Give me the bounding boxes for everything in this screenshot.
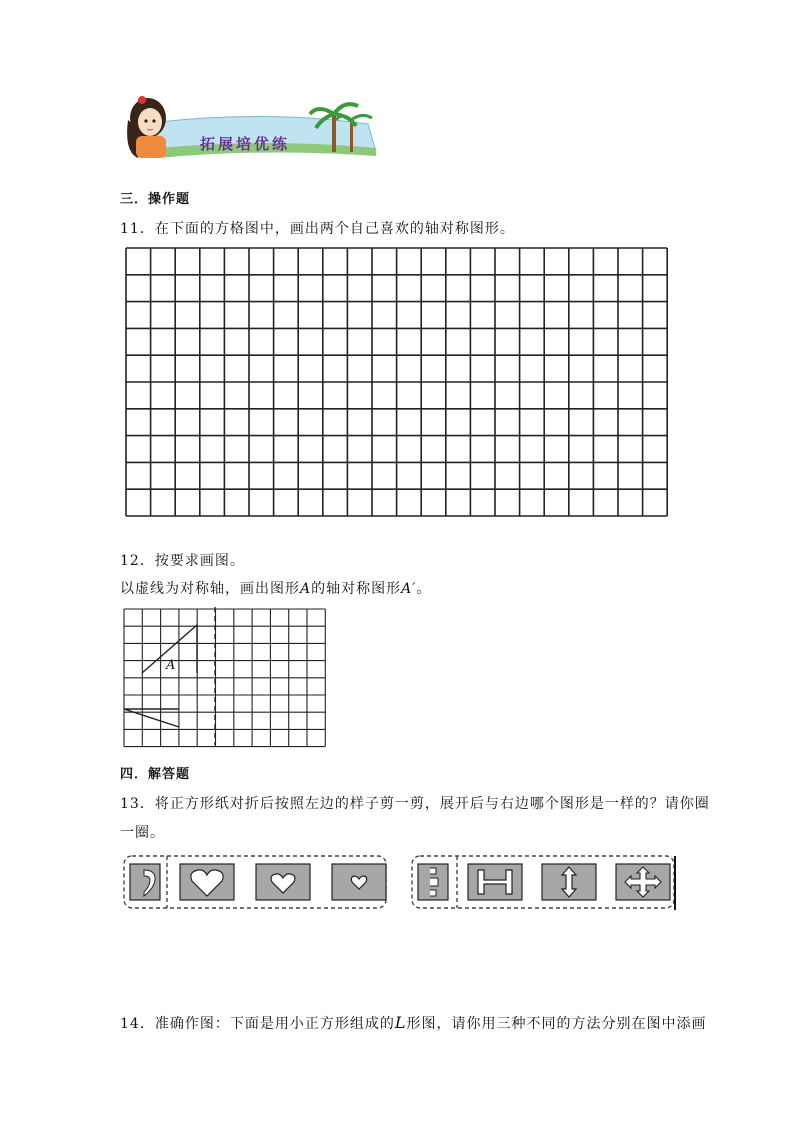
square-grid-large: [124, 246, 672, 524]
question-12-title: 12．按要求画图。: [120, 553, 245, 569]
instruction-text: 形图，请你用三种不同的方法分别在图中添画: [406, 1016, 707, 1032]
section-heading: 三．操作题: [120, 192, 191, 207]
option-large-heart: [180, 864, 234, 900]
folded-notch-cut: [418, 864, 448, 900]
instruction-text: 14．准确作图：下面是用小正方形组成的: [120, 1016, 395, 1032]
option-small-heart: [332, 864, 386, 900]
banner-title: 拓展培优练: [200, 135, 291, 153]
instruction-text: 以虚线为对称轴，画出图形: [120, 581, 300, 597]
variable-a-prime: A′: [401, 581, 417, 597]
option-medium-heart: [256, 864, 310, 900]
variable-l: L: [394, 1013, 407, 1032]
paper-cutting-options: [122, 854, 678, 916]
section-heading: 四．解答题: [120, 767, 191, 782]
question-13-line1: 13．将正方形纸对折后按照左边的样子剪一剪，展开后与右边哪个图形是一样的？请你圈: [120, 796, 710, 812]
instruction-text: 。: [416, 581, 432, 597]
question-12-instruction: [120, 579, 431, 599]
symmetry-grid: [122, 607, 328, 753]
folded-heart-cut: [130, 864, 160, 900]
question-13-line2: 一圈。: [120, 825, 165, 841]
instruction-text: 的轴对称图形: [311, 581, 402, 597]
variable-a: A: [300, 581, 312, 597]
question-14-text: [120, 1013, 706, 1034]
option-h-shape: [468, 864, 522, 900]
question-11-text: 11．在下面的方格图中，画出两个自己喜欢的轴对称图形。: [120, 221, 515, 237]
figure-a-label: A: [166, 658, 176, 673]
option-cross-arrows: [616, 864, 670, 900]
option-double-arrow: [542, 864, 596, 900]
